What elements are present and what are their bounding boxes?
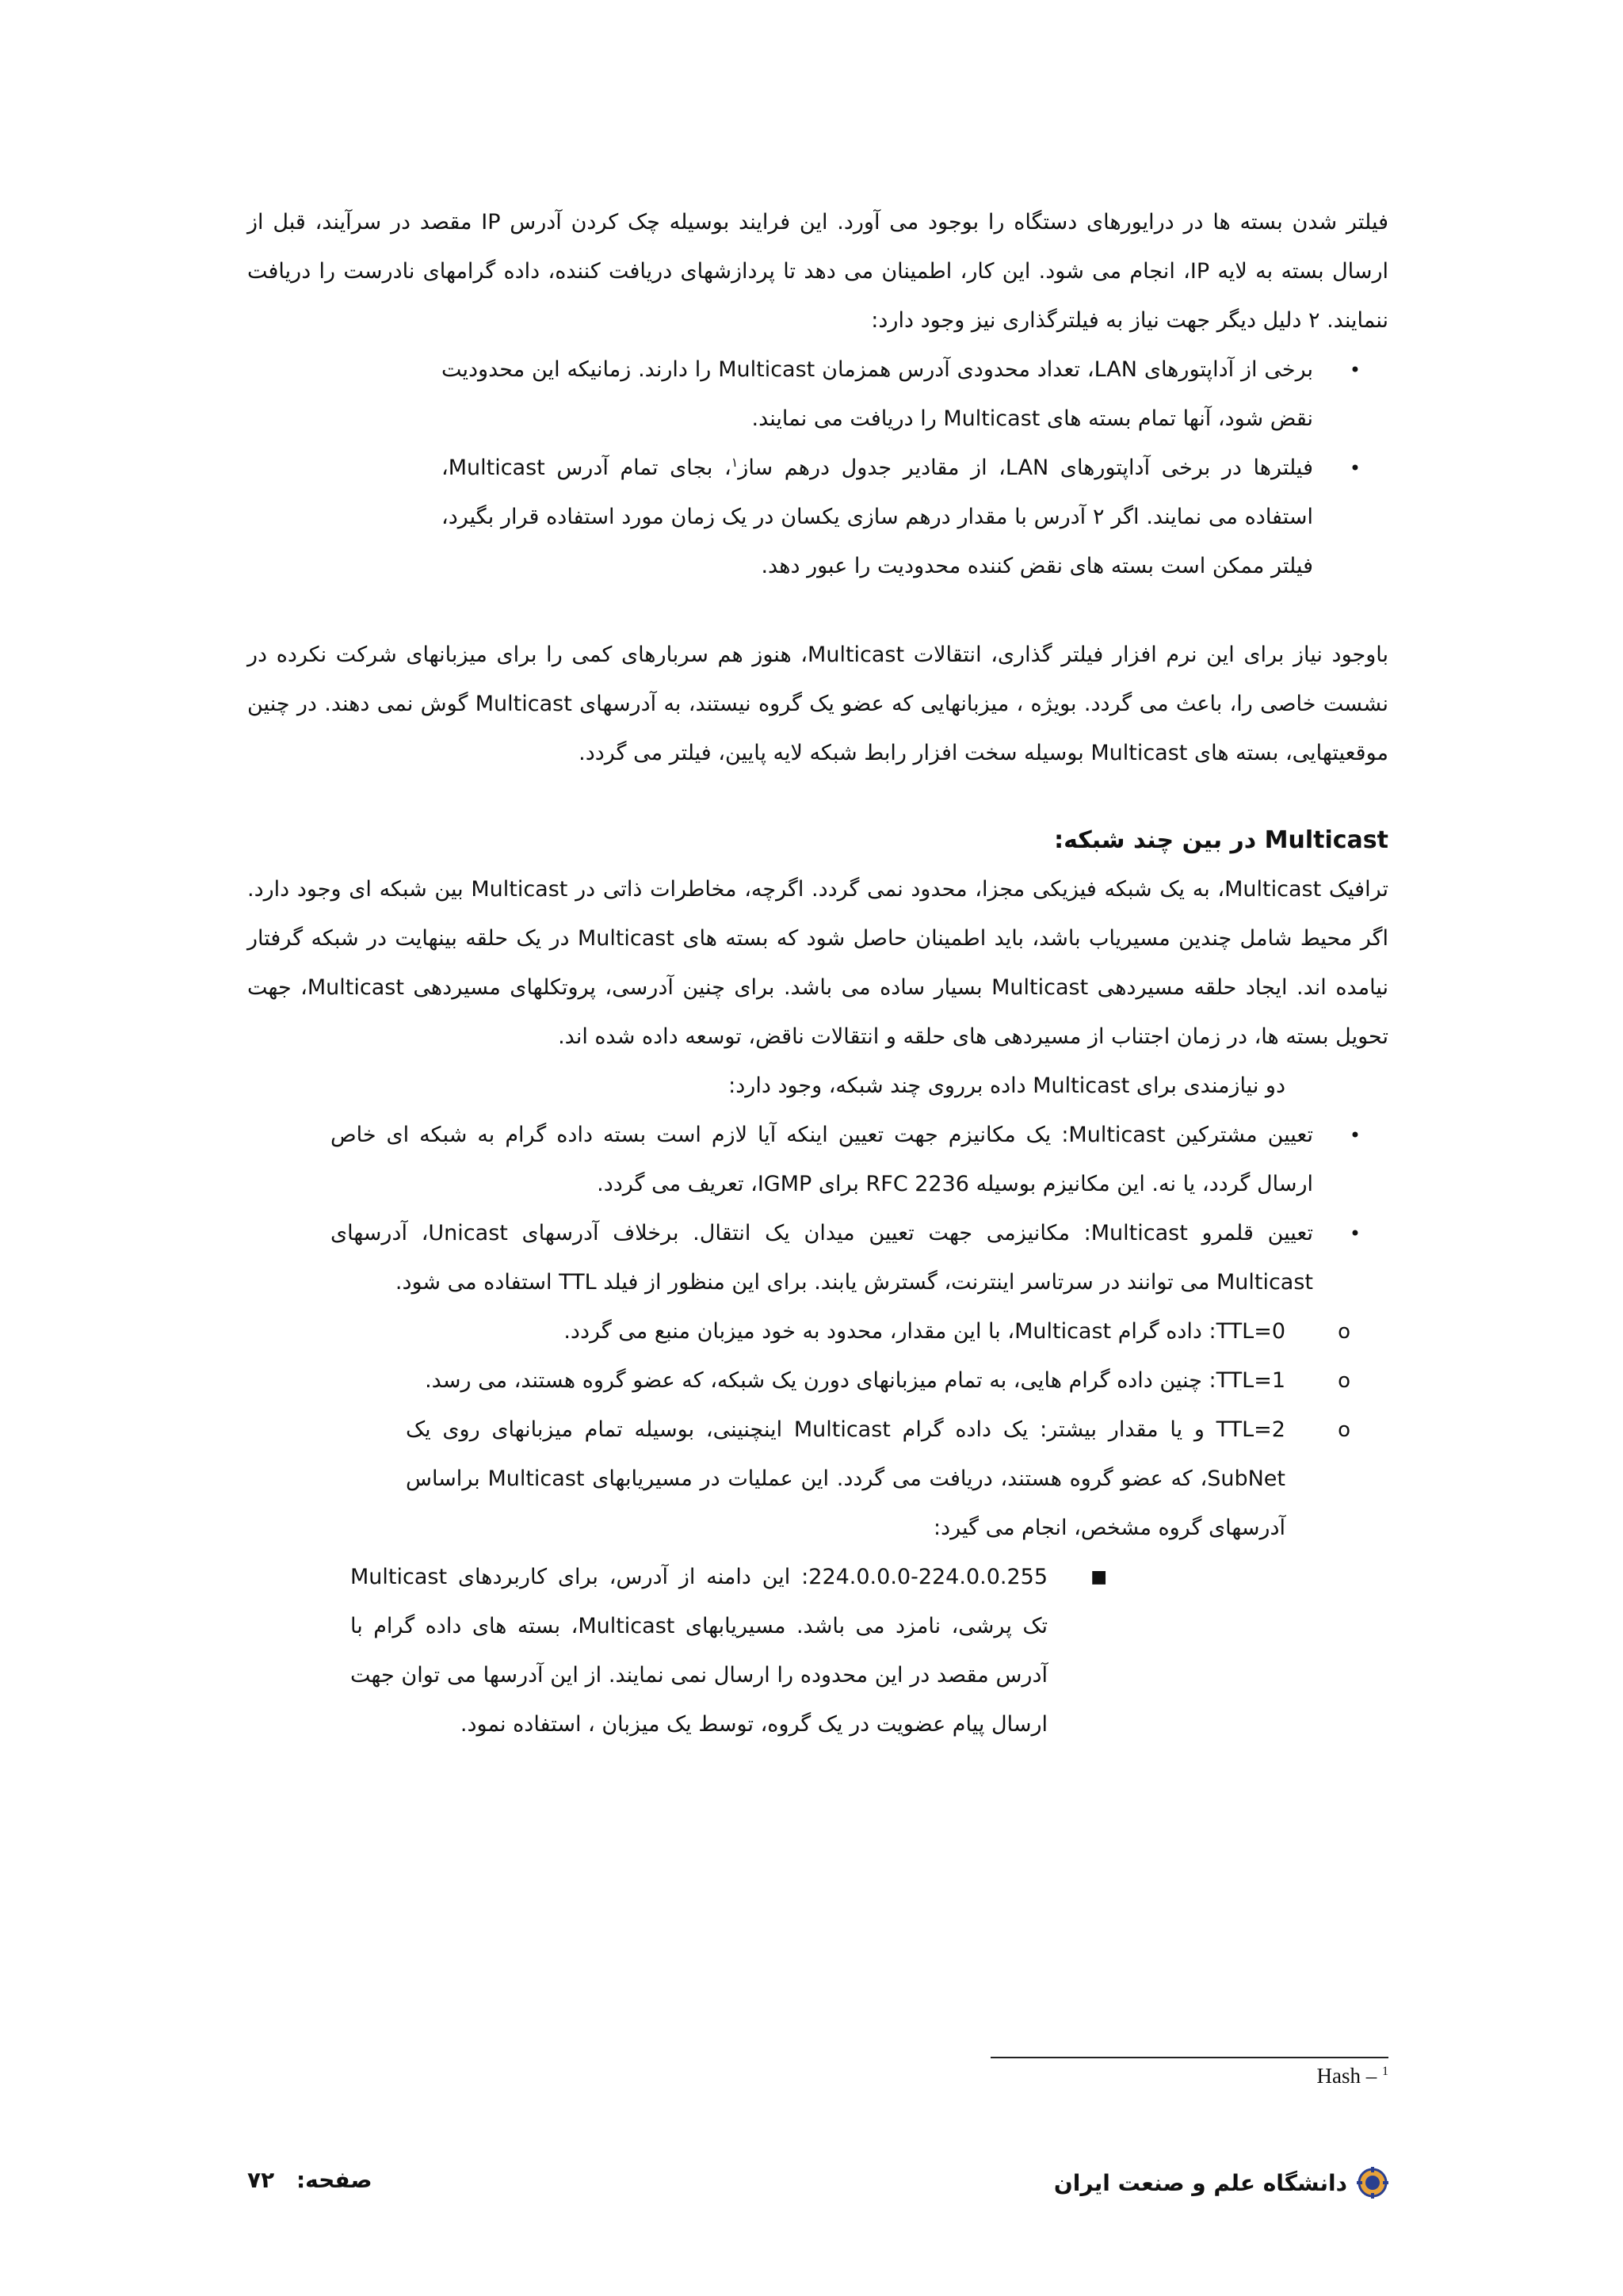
circle-bullet-icon: o (1338, 1369, 1350, 1393)
section-heading: Multicast در بین چند شبکه: (1054, 826, 1388, 854)
multicast-paragraph: ترافیک Multicast، به یک شبکه فیزیکی مجزا، محدود نمی گردد. اگرچه، مخاطرات ذاتی در Multicast بین شبکه ای وجود دارد. اگر محیط شامل چندین مسیریاب باشد، باید اطمینان حاصل شود که بسته های Multicast در یک حلقه بینهایت در شبکه گرفتار نیامده اند. ایجاد حلقه مسیردهی Multicast بسیار ساده می باشد. برای چنین آدرسی، پروتکلهای مسیردهی Multicast، جهت تحویل بسته ها، در زمان اجتناب از مسیردهی های حلقه و انتقالات ناقض، توسعه داده شده اند. (247, 877, 1388, 1049)
footnote (991, 2064, 1388, 2088)
list-item: o TTL=2 و یا مقدار بیشتر: یک داده گرام Multicast اینچنینی، بوسیله تمام میزبانهای روی یک SubNet، که عضو گروه هستند، دریافت می گردد. این عملیات در مسیریابهای Multicast براساس آدرسهای گروه مشخص، انجام می گیرد: (406, 1405, 1388, 1553)
list-item: • فیلترها در برخی آداپتورهای LAN، از مقادیر جدول درهم ساز$^۱$، بجای تمام آدرس Multicast، استفاده می نمایند. اگر ۲ آدرس با مقدار درهم سازی یکسان در یک زمان مورد استفاده قرار بگیرد، فیلتر ممکن است بسته های نقض کننده محدودیت را عبور دهد. (441, 444, 1388, 591)
page-number: ۷۲ (247, 2167, 275, 2193)
list-item: • تعیین مشترکین Multicast: یک مکانیزم جهت تعیین اینکه آیا لازم است بسته داده گرام به شبکه ای خاص ارسال گردد، یا نه. این مکانیزم بوسیله RFC 2236 برای IGMP، تعریف می گردد. (330, 1111, 1388, 1209)
bullet-dot-icon: • (1349, 1222, 1361, 1245)
list-item: o TTL=0: داده گرام Multicast، با این مقدار، محدود به خود میزبان منبع می گردد. (406, 1307, 1388, 1356)
university-brand (1054, 2167, 1388, 2199)
requirements-intro: دو نیازمندی برای Multicast داده برروی چند شبکه، وجود دارد: (728, 1074, 1285, 1098)
circle-bullet-icon: o (1338, 1320, 1350, 1344)
bullet-dot-icon: • (1349, 457, 1361, 479)
page-number-block (247, 2167, 372, 2193)
intro-bullet-list (247, 345, 1388, 591)
list-item: ■ 224.0.0.0-224.0.0.255: این دامنه از آدرس، برای کاربردهای Multicast تک پرشی، نامزد می باشد. مسیریابهای Multicast، بسته های داده گرام با آدرس مقصد در این محدوده را ارسال نمی نمایند. از این آدرسها می توان جهت ارسال پیام عضویت در یک گروه، توسط یک میزبان ، استفاده نمود. (350, 1553, 1388, 1749)
page-label: صفحه: (296, 2167, 372, 2193)
page-body (247, 198, 1388, 1749)
university-logo-icon (1357, 2167, 1388, 2199)
address-range-list (247, 1553, 1388, 1749)
list-item: • تعیین قلمرو Multicast: مکانیزمی جهت تعیین میدان یک انتقال. برخلاف آدرسهای Unicast، آدرسهای Multicast می توانند در سرتاسر اینترنت، گسترش یابند. برای این منظور از فیلد TTL استفاده می شود. (330, 1209, 1388, 1307)
requirements-list (247, 1111, 1388, 1307)
intro-paragraph: فیلتر شدن بسته ها در درایورهای دستگاه را بوجود می آورد. این فرایند بوسیله چک کردن آدرس IP مقصد در سرآیند، قبل از ارسال بسته به لایه IP، انجام می شود. این کار، اطمینان می دهد تا پردازشهای دریافت کننده، داده گرامهای نادرست را دریافت ننمایند. ۲ دلیل دیگر جهت نیاز به فیلترگذاری نیز وجود دارد: (247, 210, 1388, 333)
list-item: o TTL=1: چنین داده گرام هایی، به تمام میزبانهای دورن یک شبکه، که عضو گروه هستند، می رسد. (406, 1356, 1388, 1405)
circle-bullet-icon: o (1338, 1418, 1350, 1442)
footnote-text: Hash – (1316, 2064, 1377, 2088)
footnote-divider (991, 2057, 1388, 2058)
university-name: دانشگاه علم و صنعت ایران (1053, 2169, 1347, 2196)
list-item: • برخی از آداپتورهای LAN، تعداد محدودی آدرس همزمان Multicast را دارند. زمانیکه این محدودیت نقض شود، آنها تمام بسته های Multicast را دریافت می نمایند. (441, 345, 1388, 444)
bullet-dot-icon: • (1349, 1124, 1361, 1146)
bullet-dot-icon: • (1349, 359, 1361, 381)
square-bullet-icon: ■ (1090, 1567, 1107, 1587)
page-footer (247, 2167, 1388, 2214)
footnote-ref[interactable]: ۱ (731, 455, 739, 470)
footnote-number: 1 (1382, 2065, 1388, 2078)
filtering-paragraph: باوجود نیاز برای این نرم افزار فیلتر گذاری، انتقالات Multicast، هنوز هم سربارهای کمی را برای میزبانهای شرکت نکرده در نشست خاصی را، باعث می گردد. بویژه ، میزبانهایی که عضو یک گروه نیستند، به آدرسهای Multicast گوش نمی دهند. در چنین موقعیتهایی، بسته های Multicast بوسیله سخت افزار رابط شبکه لایه پایین، فیلتر می گردد. (247, 643, 1388, 765)
ttl-list (247, 1307, 1388, 1553)
